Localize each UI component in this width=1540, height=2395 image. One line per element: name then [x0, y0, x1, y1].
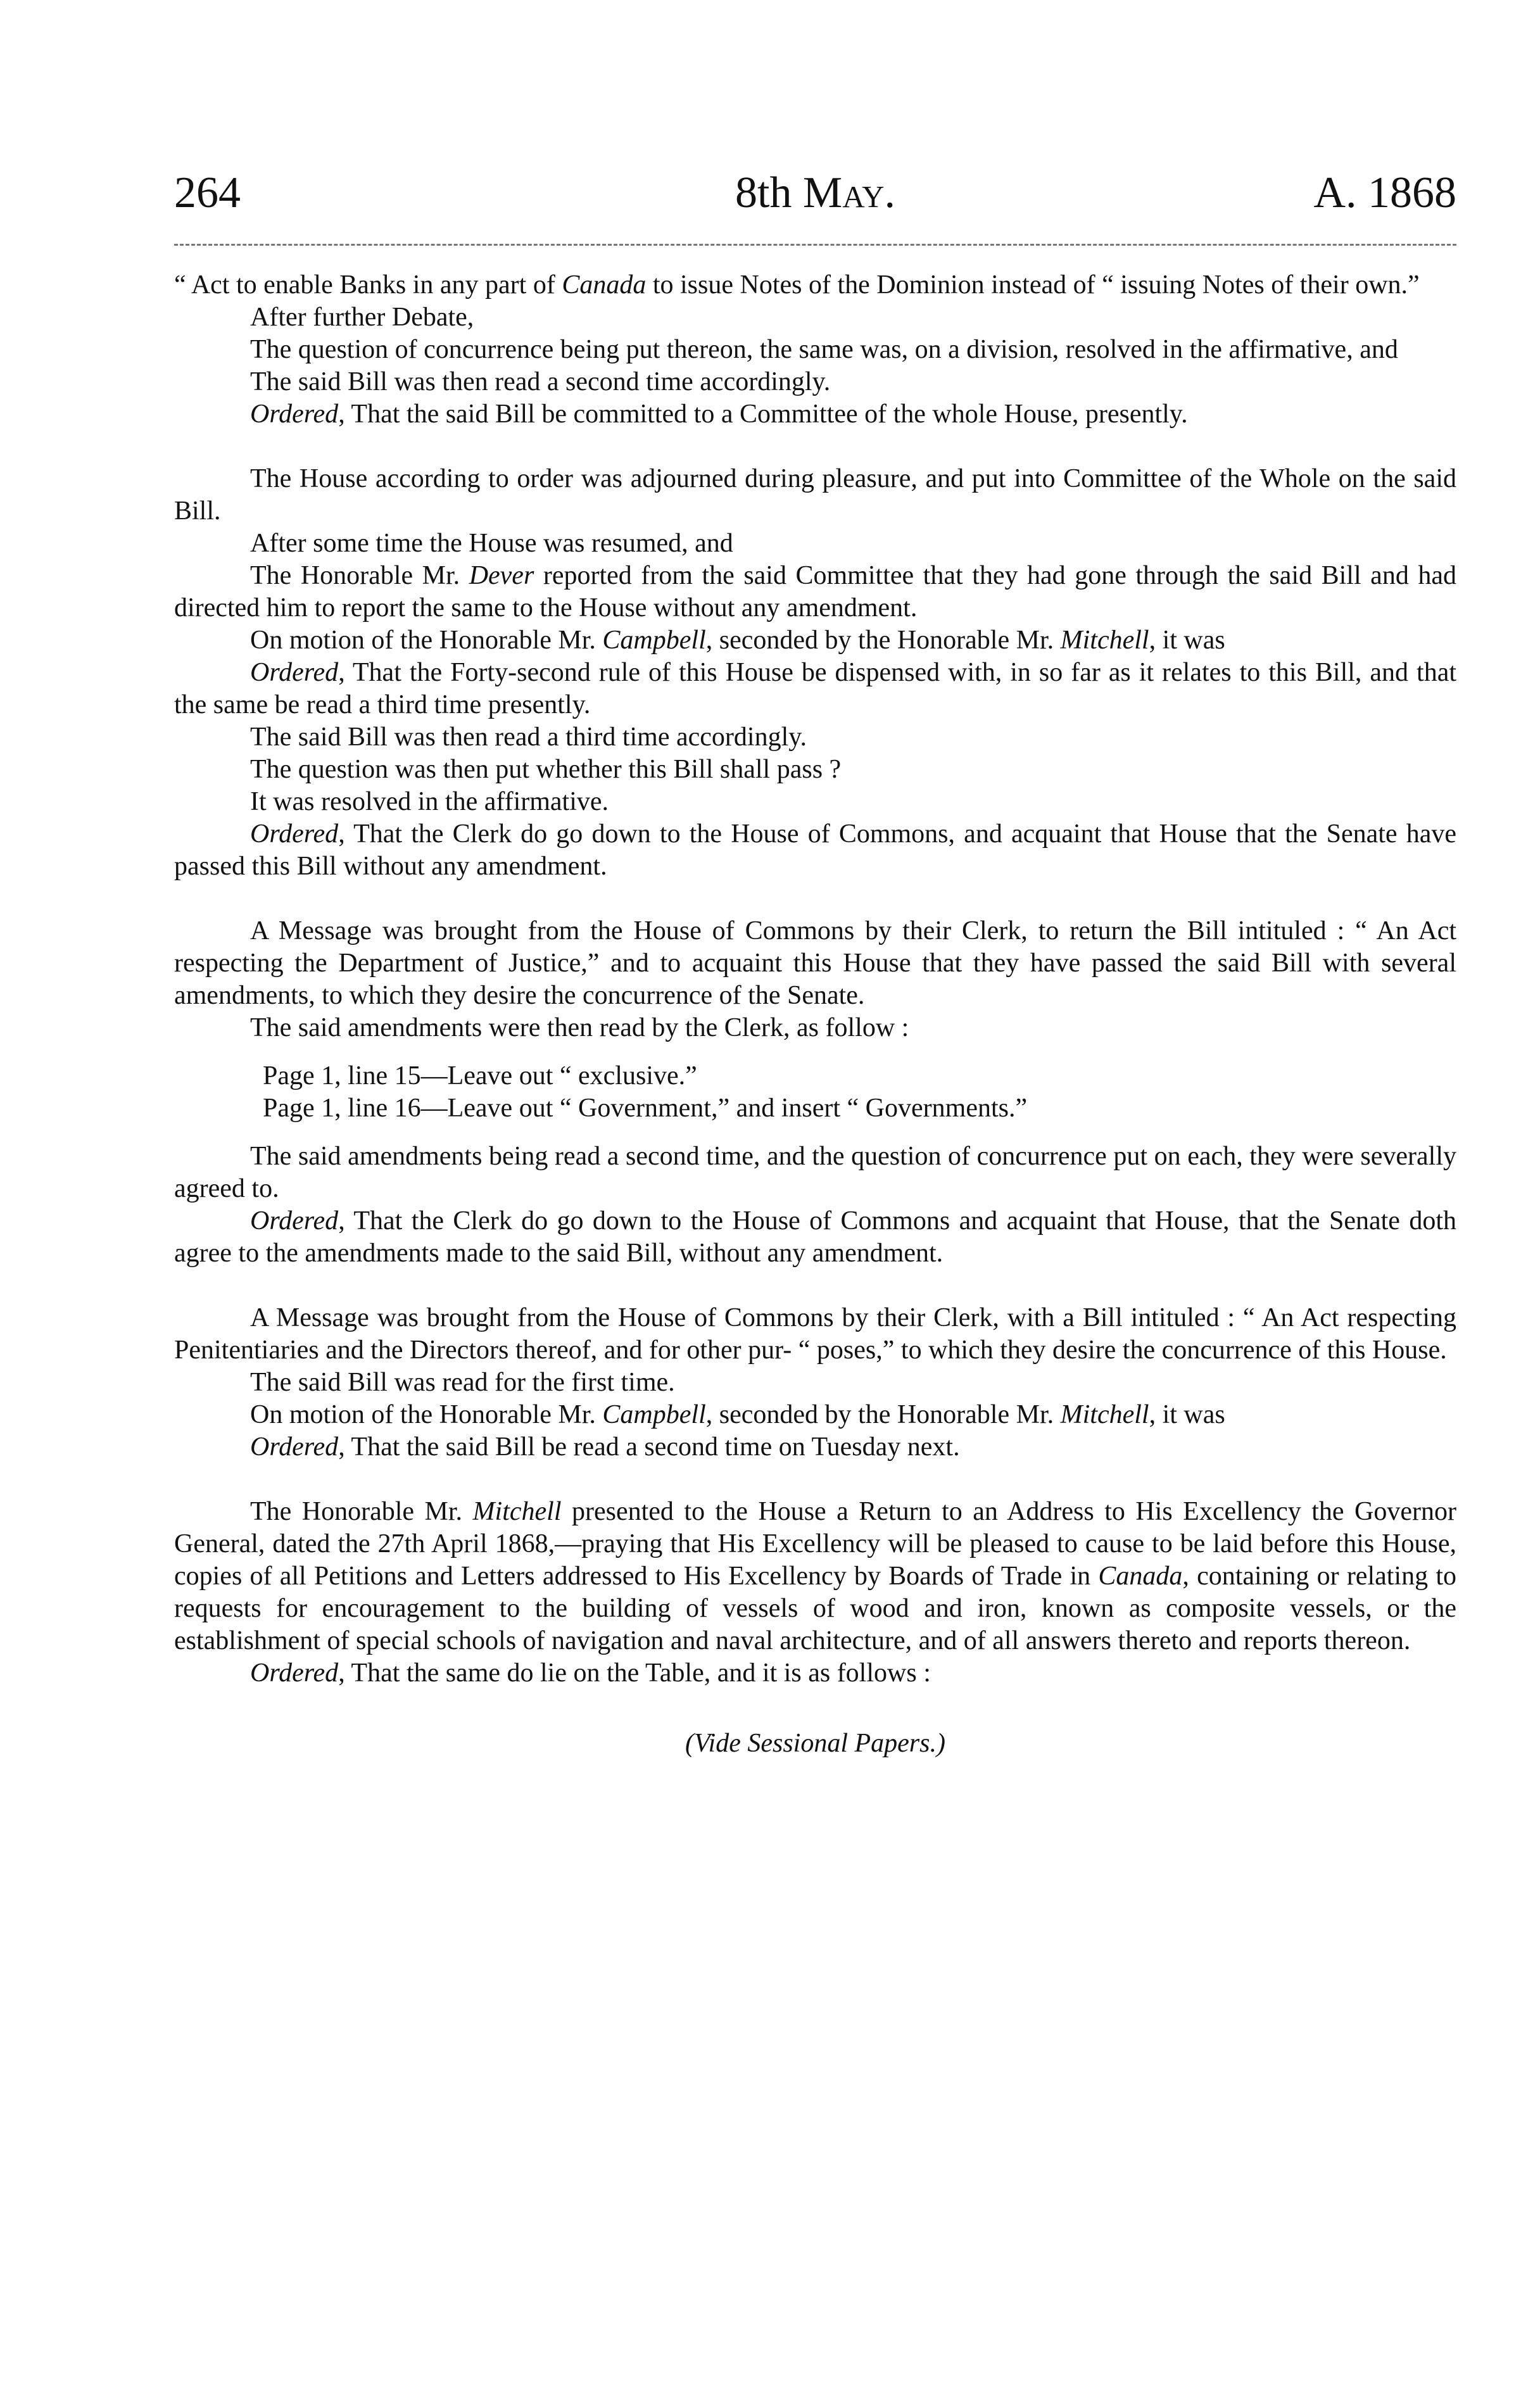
paragraph: The said amendments being read a second time, and the question of concurrence put on each, they were severally agreed to. — [174, 1142, 1456, 1203]
vide-note: (Vide Sessional Papers.) — [685, 1729, 945, 1758]
paragraph: Ordered, That the Clerk do go down to the House of Commons, and acquaint that House that the Senate have passed this Bill without any amendment. — [174, 819, 1456, 881]
paragraph: The Honorable Mr. Mitchell presented to the House a Return to an Address to His Excellency the Governor General, dated the 27th April 1868,—praying that His Excellency will be pleased to cause to be laid before this House, copies of all Petitions and Letters addressed to His Excellency by Boards of Trade in Canada, containing or relating to requests for encouragement to the building of vessels of wood and iron, known as composite vessels, or the establishment of special schools of navigation and naval architecture, and of all answers thereto and reports thereon. — [174, 1497, 1456, 1655]
page-year: A. 1868 — [1313, 168, 1456, 217]
paragraph: The said Bill was read for the first time. — [250, 1368, 675, 1397]
paragraph: The House according to order was adjourned during pleasure, and put into Committee of the Whole on the said Bill. — [174, 464, 1456, 526]
paragraph: On motion of the Honorable Mr. Campbell, seconded by the Honorable Mr. Mitchell, it was — [250, 1400, 1225, 1429]
paragraph: The said Bill was then read a second time accordingly. — [250, 367, 831, 396]
paragraph: Ordered, That the Clerk do go down to the House of Commons and acquaint that House, that the Senate doth agree to the amendments made to the said Bill, without any amendment. — [174, 1206, 1456, 1268]
amendment-line: Page 1, line 15—Leave out “ exclusive.” — [263, 1061, 697, 1090]
paragraph: Ordered, That the Forty-second rule of this House be dispensed with, in so far as it relates to this Bill, and that the same be read a third time presently. — [174, 658, 1456, 719]
paragraph: Ordered, That the same do lie on the Table, and it is as follows : — [250, 1659, 931, 1688]
paragraph: Ordered, That the said Bill be committed to a Committee of the whole House, presently. — [250, 400, 1188, 429]
page-header — [174, 161, 1456, 225]
amendment-line: Page 1, line 16—Leave out “ Government,” and insert “ Governments.” — [263, 1094, 1028, 1123]
page-number: 264 — [174, 168, 241, 217]
paragraph: It was resolved in the affirmative. — [250, 787, 609, 816]
paragraph: A Message was brought from the House of Commons by their Clerk, with a Bill intituled : “ An Act respecting Penitentiaries and the Directors thereof, and for other pur- “ poses,” to which they desire the concurrence of this House. — [174, 1303, 1456, 1365]
paragraph: “ Act to enable Banks in any part of Canada to issue Notes of the Dominion instead of “ issuing Notes of their own.” — [174, 270, 1420, 300]
paragraph: The said Bill was then read a third time accordingly. — [250, 723, 807, 752]
date-day: 8th — [735, 168, 792, 217]
page-date — [174, 161, 1456, 225]
journal-text — [174, 269, 1456, 1760]
paragraph: The question of concurrence being put thereon, the same was, on a division, resolved in the affirmative, and — [250, 335, 1398, 364]
paragraph: The said amendments were then read by the Clerk, as follow : — [250, 1013, 909, 1042]
header-rule — [174, 244, 1456, 246]
paragraph: After some time the House was resumed, and — [250, 529, 733, 558]
paragraph: Ordered, That the said Bill be read a second time on Tuesday next. — [250, 1432, 960, 1462]
paragraph: The question was then put whether this Bill shall pass ? — [250, 755, 842, 784]
date-month: May. — [802, 168, 895, 217]
paragraph: A Message was brought from the House of Commons by their Clerk, to return the Bill intituled : “ An Act respecting the Department of Justice,” and to acquaint this House that they have passed the said Bill with several amendments, to which they desire the concurrence of the Senate. — [174, 916, 1456, 1010]
paragraph: The Honorable Mr. Dever reported from the said Committee that they had gone through the said Bill and had directed him to report the same to the House without any amendment. — [174, 561, 1456, 622]
paragraph: After further Debate, — [250, 303, 474, 332]
paragraph: On motion of the Honorable Mr. Campbell, seconded by the Honorable Mr. Mitchell, it was — [250, 626, 1225, 655]
